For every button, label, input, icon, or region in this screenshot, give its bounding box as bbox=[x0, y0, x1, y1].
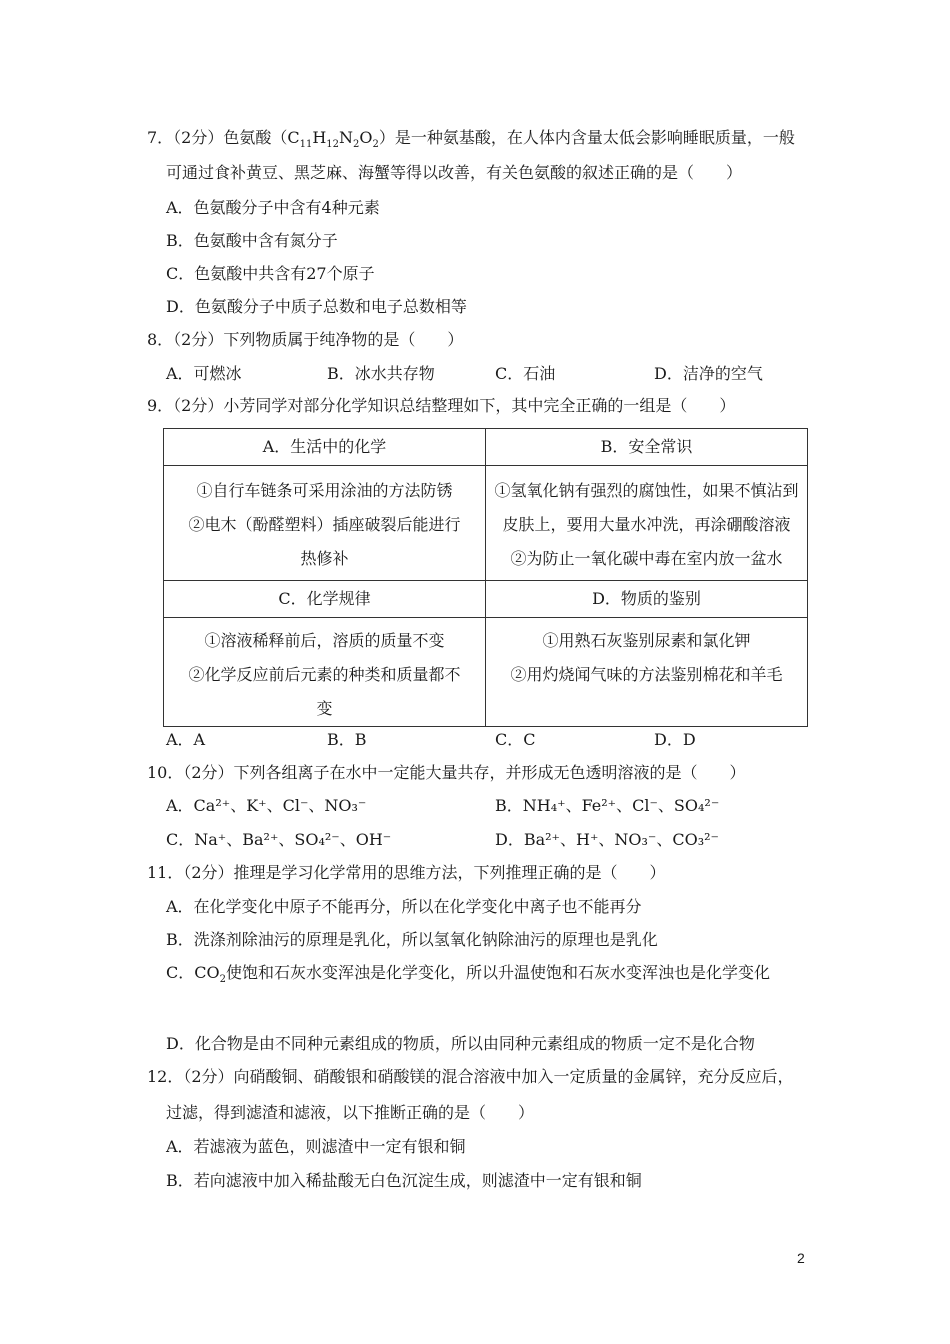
q7-stem-line2: 可通过食补黄豆、黑芝麻、海蟹等得以改善，有关色氨酸的叙述正确的是（ ） bbox=[166, 163, 743, 182]
cell-c-line3: 变 bbox=[316, 699, 333, 718]
cell-a-line2: ②电木（酚醛塑料）插座破裂后能进行 bbox=[188, 515, 461, 534]
q10-option-c: C．Na⁺、Ba²⁺、SO₄²⁻、OH⁻ bbox=[166, 830, 392, 849]
q8-option-c: C．石油 bbox=[495, 364, 556, 383]
q11-option-c: C．$CO_2$使饱和石灰水变浑浊是化学变化，所以升温使饱和石灰水变浑浊也是化学变化 bbox=[166, 963, 770, 986]
q8-option-b: B．冰水共存物 bbox=[327, 364, 435, 383]
q9-option-c: C．C bbox=[495, 730, 536, 749]
table-header-a: A．生活中的化学 bbox=[164, 429, 486, 466]
q8-stem: 8．（2分）下列物质属于纯净物的是（ ） bbox=[147, 330, 464, 349]
q9-option-d: D．D bbox=[654, 730, 696, 749]
q12-option-b: B．若向滤液中加入稀盐酸无白色沉淀生成，则滤渣中一定有银和铜 bbox=[166, 1171, 642, 1190]
q7-option-b: B．色氨酸中含有氮分子 bbox=[166, 231, 338, 250]
q8-option-d: D．洁净的空气 bbox=[654, 364, 763, 383]
q11-option-b: B．洗涤剂除油污的原理是乳化，所以氢氧化钠除油污的原理也是乳化 bbox=[166, 930, 658, 949]
q9-stem: 9．（2分）小芳同学对部分化学知识总结整理如下，其中完全正确的一组是（ ） bbox=[147, 396, 736, 415]
cell-a-line1: ①自行车链条可采用涂油的方法防锈 bbox=[196, 481, 453, 500]
cell-d-line2: ②用灼烧闻气味的方法鉴别棉花和羊毛 bbox=[510, 665, 783, 684]
cell-b-line3: ②为防止一氧化碳中毒在室内放一盆水 bbox=[510, 549, 783, 568]
q10-option-b: B．NH₄⁺、Fe²⁺、Cl⁻、SO₄²⁻ bbox=[495, 796, 720, 815]
q11-stem: 11．（2分）推理是学习化学常用的思维方法，下列推理正确的是（ ） bbox=[147, 863, 666, 882]
table-header-b: B．安全常识 bbox=[486, 429, 808, 466]
q9-option-a: A．A bbox=[166, 730, 206, 749]
cell-b-line1: ①氢氧化钠有强烈的腐蚀性，如果不慎沾到 bbox=[494, 481, 799, 500]
q12-stem-line1: 12．（2分）向硝酸铜、硝酸银和硝酸镁的混合溶液中加入一定质量的金属锌，充分反应后， bbox=[147, 1067, 794, 1086]
q10-stem: 10．（2分）下列各组离子在水中一定能大量共存，并形成无色透明溶液的是（ ） bbox=[147, 763, 746, 782]
table-header-c: C．化学规律 bbox=[164, 581, 486, 618]
q7-option-d: D．色氨酸分子中质子总数和电子总数相等 bbox=[166, 297, 467, 316]
table-cell-d bbox=[486, 618, 808, 727]
q10-option-d: D．Ba²⁺、H⁺、NO₃⁻、CO₃²⁻ bbox=[495, 830, 719, 849]
cell-b-line2: 皮肤上，要用大量水冲洗，再涂硼酸溶液 bbox=[502, 515, 791, 534]
q7-option-c: C．色氨酸中共含有27个原子 bbox=[166, 264, 375, 283]
q7-option-a: A．色氨酸分子中含有4种元素 bbox=[166, 198, 380, 217]
table-header-d: D．物质的鉴别 bbox=[486, 581, 808, 618]
q11-option-d: D．化合物是由不同种元素组成的物质，所以由同种元素组成的物质一定不是化合物 bbox=[166, 1034, 755, 1053]
cell-c-line1: ①溶液稀释前后，溶质的质量不变 bbox=[204, 631, 445, 650]
q8-option-a: A．可燃冰 bbox=[166, 364, 242, 383]
q11-option-a: A．在化学变化中原子不能再分，所以在化学变化中离子也不能再分 bbox=[166, 897, 642, 916]
table-cell-c bbox=[164, 618, 486, 727]
q12-stem-line2: 过滤，得到滤渣和滤液，以下推断正确的是（ ） bbox=[166, 1103, 535, 1122]
q9-option-b: B．B bbox=[327, 730, 367, 749]
cell-c-line2: ②化学反应前后元素的种类和质量都不 bbox=[188, 665, 461, 684]
cell-a-line3: 热修补 bbox=[300, 549, 349, 568]
q10-option-a: A．Ca²⁺、K⁺、Cl⁻、NO₃⁻ bbox=[166, 796, 367, 815]
table-cell-b bbox=[486, 466, 808, 581]
cell-d-line1: ①用熟石灰鉴别尿素和氯化钾 bbox=[542, 631, 751, 650]
q9-knowledge-table bbox=[163, 428, 808, 727]
q7-stem-line1: 7．（2分）色氨酸$(C_{11}H_{12}N_2O_2)$是一种氨基酸，在人体内含量太低会影响睡眠质量，一般 bbox=[147, 128, 795, 151]
q12-option-a: A．若滤液为蓝色，则滤渣中一定有银和铜 bbox=[166, 1137, 466, 1156]
table-cell-a bbox=[164, 466, 486, 581]
page-number: 2 bbox=[797, 1250, 805, 1266]
